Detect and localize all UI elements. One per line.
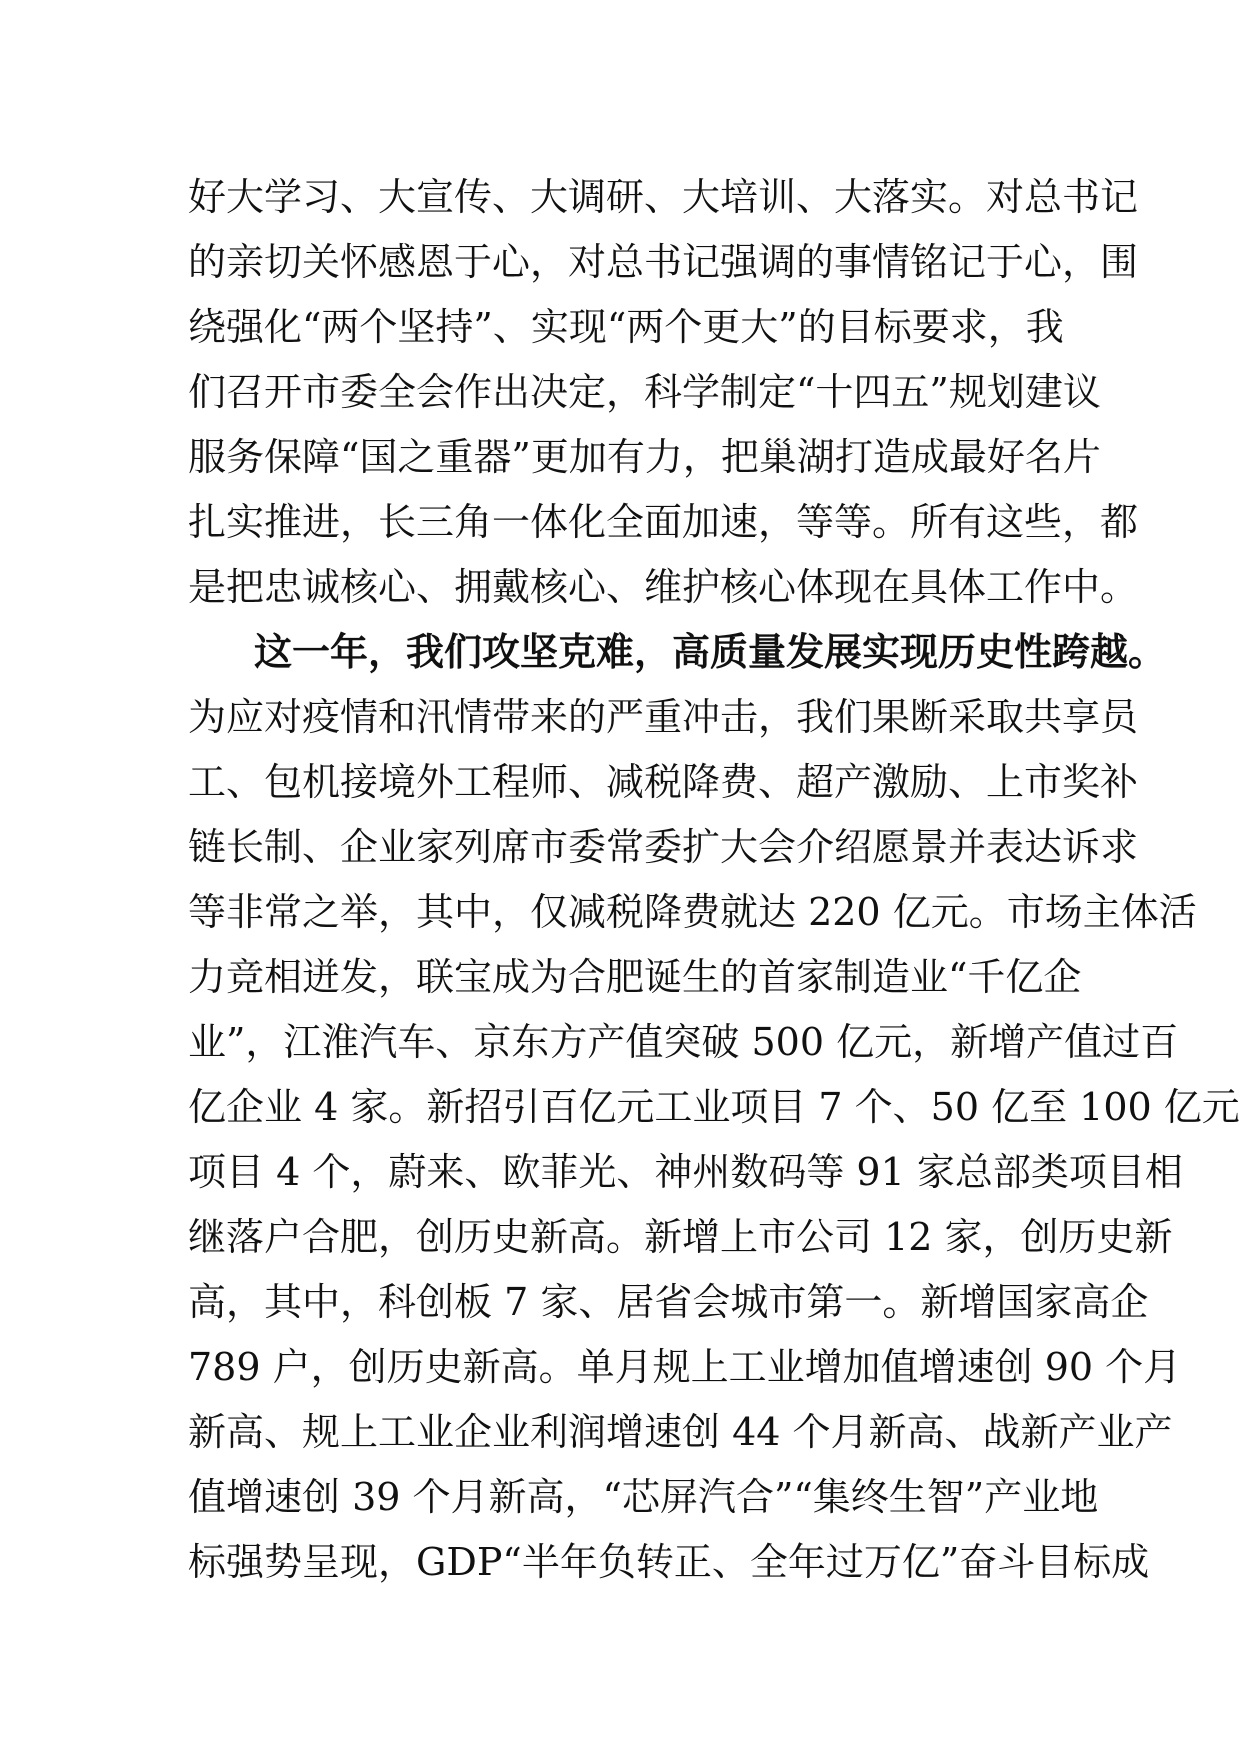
text-line: 好大学习、大宣传、大调研、大培训、大落实。对总书记 — [188, 175, 1139, 219]
text-line: 工、包机接境外工程师、减税降费、超产激励、上市奖补 — [188, 760, 1139, 804]
text-line: 项目 4 个，蔚来、欧菲光、神州数码等 91 家总部类项目相 — [188, 1150, 1183, 1194]
text-line: 们召开市委全会作出决定，科学制定“十四五”规划建议 — [188, 370, 1101, 414]
body-text — [188, 165, 1240, 1595]
text-line: 服务保障“国之重器”更加有力，把巢湖打造成最好名片 — [188, 435, 1101, 479]
text-line: 继落户合肥，创历史新高。新增上市公司 12 家，创历史新 — [188, 1215, 1173, 1259]
text-line: 的亲切关怀感恩于心，对总书记强调的事情铭记于心，围 — [188, 240, 1139, 284]
text-line: 业”，江淮汽车、京东方产值突破 500 亿元，新增产值过百 — [188, 1020, 1179, 1064]
text-line: 是把忠诚核心、拥戴核心、维护核心体现在具体工作中。 — [188, 565, 1139, 609]
text-line: 高，其中，科创板 7 家、居省会城市第一。新增国家高企 — [188, 1280, 1149, 1324]
text-line: 为应对疫情和汛情带来的严重冲击，我们果断采取共享员 — [188, 695, 1139, 739]
text-line: 力竞相迸发，联宝成为合肥诞生的首家制造业“千亿企 — [188, 955, 1082, 999]
text-line: 绕强化“两个坚持”、实现“两个更大”的目标要求，我 — [188, 305, 1064, 349]
text-line: 789 户，创历史新高。单月规上工业增加值增速创 90 个月 — [188, 1345, 1182, 1389]
text-line: 扎实推进，长三角一体化全面加速，等等。所有这些，都 — [188, 500, 1139, 544]
text-line: 链长制、企业家列席市委常委扩大会介绍愿景并表达诉求 — [188, 825, 1139, 869]
text-line: 等非常之举，其中，仅减税降费就达 220 亿元。市场主体活 — [188, 890, 1197, 934]
text-line: 值增速创 39 个月新高，“芯屏汽合”“集终生智”产业地 — [188, 1475, 1099, 1519]
paragraph-heading: 这一年，我们攻坚克难，高质量发展实现历史性跨越。 — [254, 630, 1167, 674]
text-line: 新高、规上工业企业利润增速创 44 个月新高、战新产业产 — [188, 1410, 1173, 1454]
text-line: 亿企业 4 家。新招引百亿元工业项目 7 个、50 亿至 100 亿元 — [188, 1085, 1240, 1129]
text-line: 标强势呈现，GDP“半年负转正、全年过万亿”奋斗目标成 — [188, 1540, 1150, 1584]
